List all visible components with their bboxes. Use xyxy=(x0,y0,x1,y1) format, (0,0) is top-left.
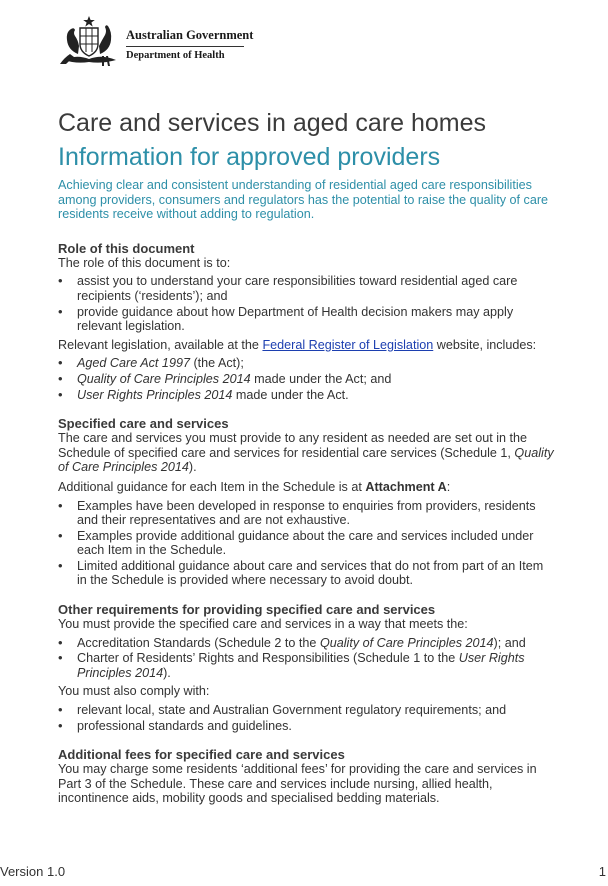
specified-paragraph xyxy=(58,431,554,475)
list-item: • professional standards and guidelines. xyxy=(58,719,554,734)
item-italic: Quality of Care Principles 2014 xyxy=(319,635,494,650)
intro-paragraph: Achieving clear and consistent understanding of residential aged care responsibilities among providers, consumers and regulators has the potential to raise the quality of care residents receive without adding to regulation. xyxy=(58,178,549,222)
paragraph-text: Additional guidance for each Item in the Schedule is at xyxy=(58,479,366,494)
comply-lead: You must also comply with: xyxy=(58,684,210,699)
list-item: • Examples have been developed in response to enquiries from providers, residents and their representatives and are not exhaustive. xyxy=(58,499,554,528)
list-item: • provide guidance about how Department of Health decision makers may apply relevant legislation. xyxy=(58,305,554,334)
requirements-bullet-list xyxy=(58,636,554,681)
guidance-paragraph xyxy=(58,480,554,495)
acts-list xyxy=(58,356,554,402)
department-name: Department of Health xyxy=(126,50,225,61)
government-name: Australian Government xyxy=(126,28,254,42)
item-italic: User Rights Principles 2014 xyxy=(77,651,525,680)
act-note: made under the Act; and xyxy=(250,371,392,386)
role-bullet-list xyxy=(58,274,554,333)
section-role xyxy=(58,241,554,402)
attachment-reference: Attachment A xyxy=(365,479,447,494)
comply-bullet-list xyxy=(58,703,554,733)
list-item xyxy=(58,372,554,387)
item-text: ); and xyxy=(493,635,526,650)
paragraph-text: ). xyxy=(188,460,197,475)
requirements-lead: You must provide the specified care and services in a way that meets the: xyxy=(58,617,468,632)
federal-register-link[interactable]: Federal Register of Legislation xyxy=(262,337,434,352)
page-number: 1 xyxy=(598,864,606,879)
paragraph-italic: Quality of Care Principles 2014 xyxy=(58,445,554,475)
role-lead: The role of this document is to: xyxy=(58,255,231,270)
legislation-text: Relevant legislation, available at the xyxy=(58,337,263,352)
act-title: Quality of Care Principles 2014 xyxy=(77,371,251,386)
list-item: • Limited additional guidance about care and services that do not from part of an Item in the Schedule is provided where necessary to avoid doubt. xyxy=(58,559,554,588)
government-logo xyxy=(58,14,258,68)
list-item xyxy=(58,651,554,680)
act-note: (the Act); xyxy=(189,356,244,371)
document-body xyxy=(58,108,554,806)
act-title: User Rights Principles 2014 xyxy=(77,387,233,402)
section-heading: Additional fees for specified care and services xyxy=(58,747,345,763)
legislation-paragraph xyxy=(58,338,554,353)
list-item: • relevant local, state and Australian Government regulatory requirements; and xyxy=(58,703,554,718)
paragraph-text: : xyxy=(446,479,451,494)
page-title: Care and services in aged care homes xyxy=(58,109,487,137)
list-item xyxy=(58,636,554,651)
section-heading: Specified care and services xyxy=(58,416,229,432)
list-item xyxy=(58,356,554,371)
fees-paragraph: You may charge some residents ‘additional fees’ for providing the care and services in Part 3 of the Schedule. These care and services include nursing, allied health, incontinence aids, mobility goods and specialised bedding materials. xyxy=(58,762,537,806)
coat-of-arms-icon xyxy=(58,14,120,68)
section-additional-fees xyxy=(58,747,554,806)
section-heading: Role of this document xyxy=(58,240,195,256)
act-title: Aged Care Act 1997 xyxy=(77,356,190,371)
item-text: Charter of Residents’ Rights and Responsibilities (Schedule 1 to the xyxy=(77,651,459,666)
guidance-bullet-list xyxy=(58,499,554,589)
legislation-text: website, includes: xyxy=(433,337,537,352)
version-label: Version 1.0 xyxy=(0,864,66,879)
act-note: made under the Act. xyxy=(232,387,349,402)
section-other-requirements xyxy=(58,602,554,733)
list-item xyxy=(58,388,554,403)
item-text: ). xyxy=(163,665,171,680)
paragraph-text: The care and services you must provide to any resident as needed are set out in the Schedule of specified care and services for residential care services (Schedule 1, xyxy=(58,431,528,460)
logo-divider xyxy=(126,46,244,47)
list-item: • assist you to understand your care responsibilities toward residential aged care recipients (‘residents’); and xyxy=(58,274,554,303)
item-text: Accreditation Standards (Schedule 2 to the xyxy=(77,635,320,650)
section-heading: Other requirements for providing specified care and services xyxy=(58,602,436,618)
page-subtitle: Information for approved providers xyxy=(58,143,441,171)
section-specified xyxy=(58,416,554,588)
list-item: • Examples provide additional guidance about the care and services included under each Item in the Schedule. xyxy=(58,529,554,558)
